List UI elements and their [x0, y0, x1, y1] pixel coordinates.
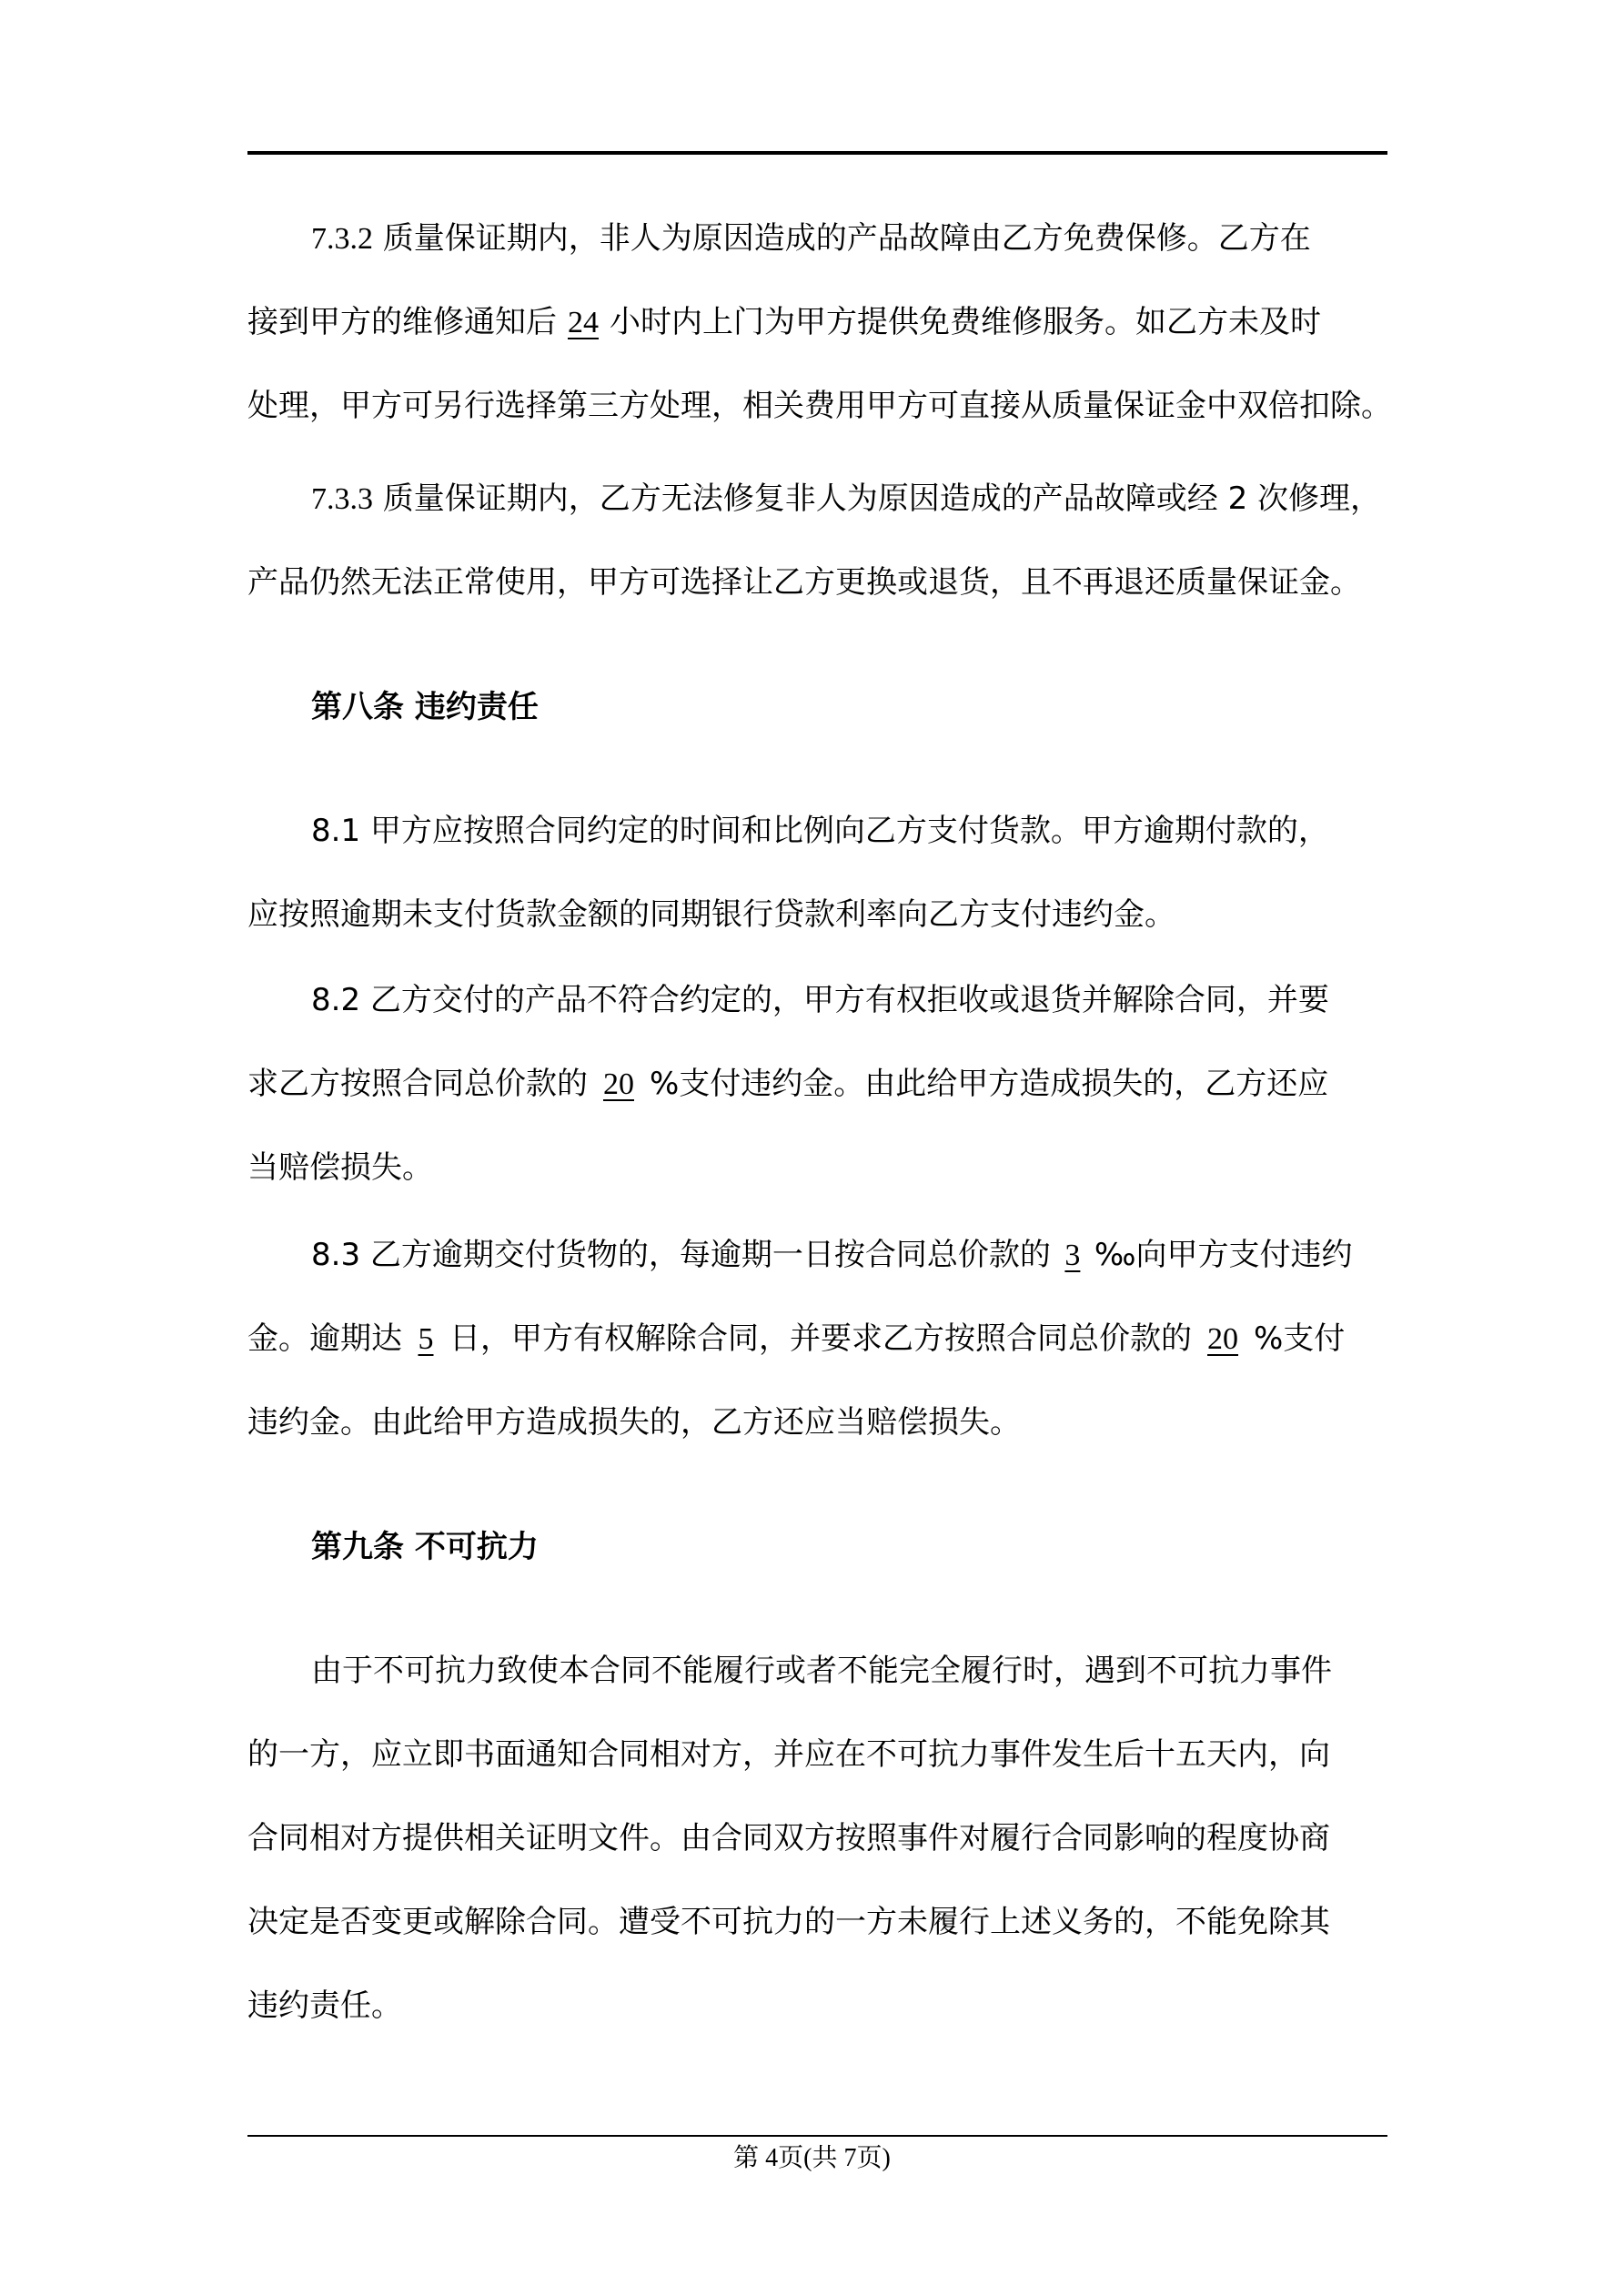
clause-text: 接到甲方的维修通知后 [247, 304, 557, 340]
footer-rule [247, 2135, 1387, 2137]
blank-percent: 20 [1207, 1322, 1238, 1356]
clause-7-3-3-line-2: 产品仍然无法正常使用，甲方可选择让乙方更换或退货，且不再退还质量保证金。 [247, 564, 1361, 601]
article-9-line-4: 决定是否变更或解除合同。遭受不可抗力的一方未履行上述义务的，不能免除其 [247, 1904, 1330, 1940]
clause-7-3-2-line-1 [311, 217, 1394, 260]
clause-number: 7.3.3 [311, 482, 373, 516]
clause-text: %支付 [1254, 1320, 1346, 1357]
clause-8-3-line-3: 违约金。由此给甲方造成损失的，乙方还应当赔偿损失。 [247, 1404, 1021, 1441]
clause-8-2-line-3: 当赔偿损失。 [247, 1149, 433, 1186]
blank-percent: 20 [603, 1067, 634, 1101]
blank-permille: 3 [1064, 1239, 1081, 1272]
header-rule [247, 151, 1387, 155]
clause-8-3-line-1 [311, 1233, 1394, 1277]
blank-days: 5 [418, 1322, 434, 1356]
clause-text: 质量保证期内，乙方无法修复非人为原因造成的产品故障或经 2 次修理， [373, 480, 1382, 517]
article-9-line-1: 由于不可抗力致使本合同不能履行或者不能完全履行时，遇到不可抗力事件 [311, 1653, 1332, 1689]
clause-text: 8.3 乙方逾期交付货物的，每逾期一日按合同总价款的 [311, 1237, 1051, 1273]
article-9-line-3: 合同相对方提供相关证明文件。由合同双方按照事件对履行合同影响的程度协商 [247, 1820, 1330, 1856]
clause-8-1-line-1: 8.1 甲方应按照合同约定的时间和比例向乙方支付货款。甲方逾期付款的， [311, 813, 1329, 849]
article-9-heading: 第九条 不可抗力 [311, 1529, 539, 1565]
clause-text: ‰向甲方支付违约 [1094, 1237, 1353, 1273]
clause-8-1-line-2: 应按照逾期未支付货款金额的同期银行贷款利率向乙方支付违约金。 [247, 896, 1175, 933]
clause-text: 求乙方按照合同总价款的 [247, 1066, 588, 1102]
clause-8-3-line-2 [247, 1317, 1394, 1360]
clause-8-2-line-1: 8.2 乙方交付的产品不符合约定的，甲方有权拒收或退货并解除合同，并要 [311, 982, 1329, 1018]
clause-7-3-2-line-3: 处理，甲方可另行选择第三方处理，相关费用甲方可直接从质量保证金中双倍扣除。 [247, 388, 1392, 424]
clause-number: 7.3.2 [311, 222, 373, 256]
clause-text: %支付违约金。由此给甲方造成损失的，乙方还应 [650, 1066, 1329, 1102]
clause-7-3-2-line-2 [247, 300, 1394, 344]
article-8-heading: 第八条 违约责任 [311, 689, 539, 725]
clause-text: 质量保证期内，非人为原因造成的产品故障由乙方免费保修。乙方在 [373, 220, 1311, 257]
clause-text: 金。逾期达 [247, 1320, 402, 1357]
article-9-line-2: 的一方，应立即书面通知合同相对方，并应在不可抗力事件发生后十五天内，向 [247, 1736, 1330, 1773]
clause-text: 日，甲方有权解除合同，并要求乙方按照合同总价款的 [449, 1320, 1192, 1357]
blank-hours: 24 [568, 306, 599, 339]
clause-8-2-line-2 [247, 1062, 1394, 1106]
article-9-line-5: 违约责任。 [247, 1988, 402, 2024]
clause-7-3-3-line-1 [311, 477, 1394, 521]
clause-text: 小时内上门为甲方提供免费维修服务。如乙方未及时 [610, 304, 1321, 340]
page-number: 第 4页(共 7页) [733, 2144, 891, 2172]
